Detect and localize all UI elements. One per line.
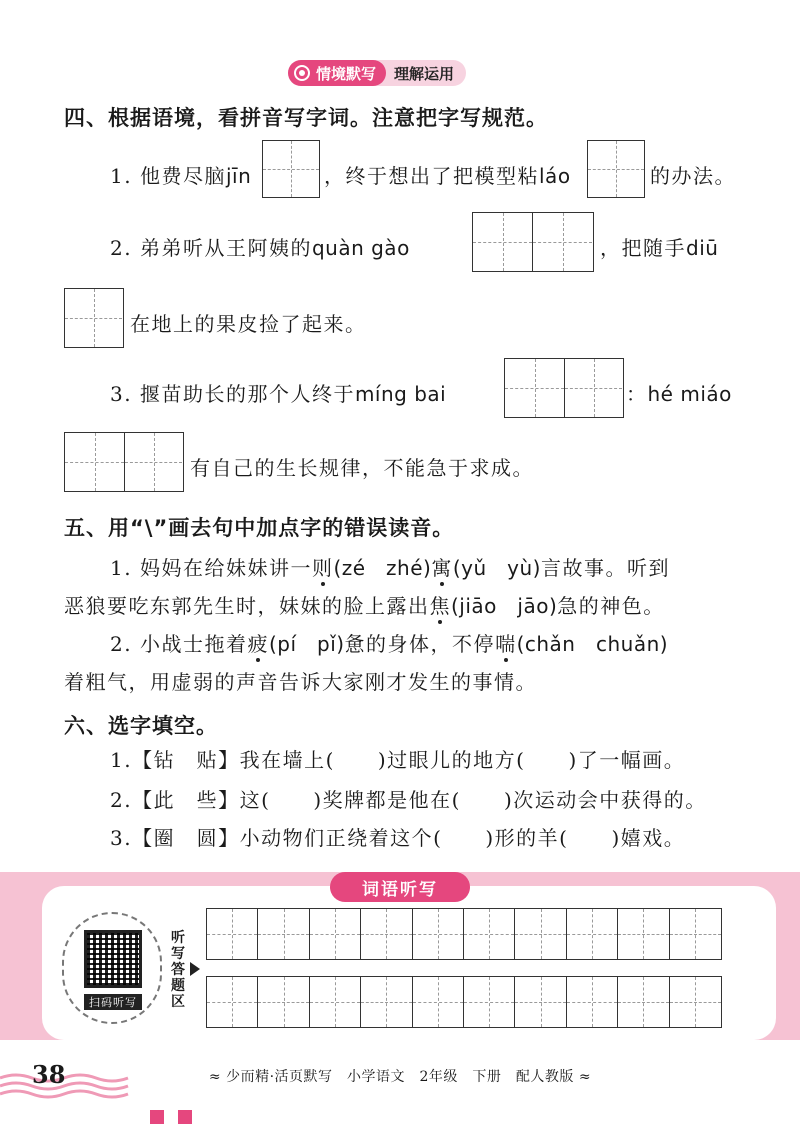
s4-q2-answer-box-2[interactable] <box>64 288 124 348</box>
section-6-title: 六、选字填空。 <box>64 714 218 738</box>
badge-primary <box>288 60 386 86</box>
s5-dotted-char: 疲 <box>247 632 269 656</box>
s4-q3-text-b: ： <box>626 382 648 406</box>
s4-q1-answer-box-2[interactable] <box>587 140 645 198</box>
s4-q3-answer-box-1[interactable] <box>504 358 624 418</box>
s5-text: 2. 小战士拖着 <box>110 632 248 656</box>
s5-pinyin-options[interactable]: (pí pǐ) <box>268 632 345 656</box>
s6-item-2[interactable]: 2.【此 些】这( )奖牌都是他在( )次运动会中获得的。 <box>110 788 707 812</box>
s5-text: 恶狼要吃东郭先生时，妹妹的脸上露出 <box>64 594 430 618</box>
s4-q1-answer-box-1[interactable] <box>262 140 320 198</box>
badge-left-label: 情境默写 <box>316 64 377 83</box>
s5-q1-line2 <box>64 590 665 619</box>
medal-icon <box>294 65 310 81</box>
corner-marker <box>150 1110 164 1124</box>
s4-q1-suffix: 的办法。 <box>650 164 736 188</box>
s4-q3-pinyin-1: míng bai <box>354 382 447 406</box>
section-5-title: 五、用“\”画去句中加点字的错误读音。 <box>64 516 455 540</box>
page-number: 38 <box>32 1060 66 1089</box>
s5-text: 惫的身体，不停 <box>344 632 496 656</box>
s4-q1-text-a: 1. 他费尽脑 <box>110 164 226 188</box>
s4-q2-pinyin-1: quàn gào <box>311 236 410 260</box>
dictation-row-1[interactable] <box>206 908 722 960</box>
s4-q3-prefix <box>110 378 446 407</box>
s5-q2-line2: 着粗气，用虚弱的声音告诉大家刚才发生的事情。 <box>64 670 537 694</box>
s5-dotted-char: 则 <box>311 556 334 580</box>
s5-pinyin-options[interactable]: (chǎn chuǎn) <box>516 632 669 656</box>
qr-code-icon[interactable] <box>84 930 142 988</box>
s4-q3-pinyin-2: hé miáo <box>647 382 732 406</box>
s6-item-3[interactable]: 3.【圈 圆】小动物们正绕着这个( )形的羊( )嬉戏。 <box>110 826 686 850</box>
s5-dotted-char: 寓 <box>431 556 453 580</box>
s5-pinyin-options[interactable]: (zé zhé) <box>333 556 432 580</box>
s5-text: 1. 妈妈在给妹妹讲一 <box>110 556 312 580</box>
s4-q2-answer-box-1[interactable] <box>472 212 594 272</box>
s5-text: 急的神色。 <box>557 594 665 618</box>
s4-q1-middle <box>324 160 571 189</box>
s4-q1-pinyin-2: láo <box>539 164 571 188</box>
s4-q2-pinyin-2: diū <box>686 236 719 260</box>
s5-pinyin-options[interactable]: (yǔ yù) <box>452 556 541 580</box>
arrow-right-icon <box>190 962 200 976</box>
answer-area-label: 听写答题区 <box>171 930 185 1010</box>
corner-marker <box>178 1110 192 1124</box>
s4-q3-text-a: 3. 揠苗助长的那个人终于 <box>110 382 355 406</box>
section-badge <box>288 60 466 86</box>
s5-dotted-char: 喘 <box>495 632 517 656</box>
s4-q3-answer-box-2[interactable] <box>64 432 184 492</box>
footer-text: ≈ 少而精·活页默写 小学语文 2年级 下册 配人教版 ≈ <box>208 1069 592 1085</box>
s5-pinyin-options[interactable]: (jiāo jāo) <box>451 594 558 618</box>
s4-q1-text-b: ，终于想出了把模型粘 <box>324 164 539 188</box>
s4-q3-line2: 有自己的生长规律，不能急于求成。 <box>190 456 534 480</box>
dictation-title: 词语听写 <box>330 872 470 902</box>
s5-q2-line1 <box>110 628 668 657</box>
s4-q1-prefix <box>110 160 251 189</box>
s4-q2-line2: 在地上的果皮捡了起来。 <box>130 312 367 336</box>
s4-q2-prefix <box>110 232 410 261</box>
s6-item-1[interactable]: 1.【钻 贴】我在墙上( )过眼儿的地方( )了一幅画。 <box>110 748 686 772</box>
badge-right-label: 理解运用 <box>394 64 455 83</box>
s5-q1-line1 <box>110 552 670 581</box>
s4-q2-middle <box>600 232 718 261</box>
qr-label: 扫码听写 <box>84 994 142 1010</box>
dictation-row-2[interactable] <box>206 976 722 1028</box>
s4-q3-middle <box>626 378 732 407</box>
s4-q2-text-a: 2. 弟弟听从王阿姨的 <box>110 236 312 260</box>
s5-text: 言故事。听到 <box>540 556 670 580</box>
section-4-title: 四、根据语境，看拼音写字词。注意把字写规范。 <box>64 106 548 130</box>
s4-q1-pinyin-1: jīn <box>225 164 252 188</box>
s4-q2-text-b: ，把随手 <box>600 236 686 260</box>
s5-dotted-char: 焦 <box>429 594 451 618</box>
